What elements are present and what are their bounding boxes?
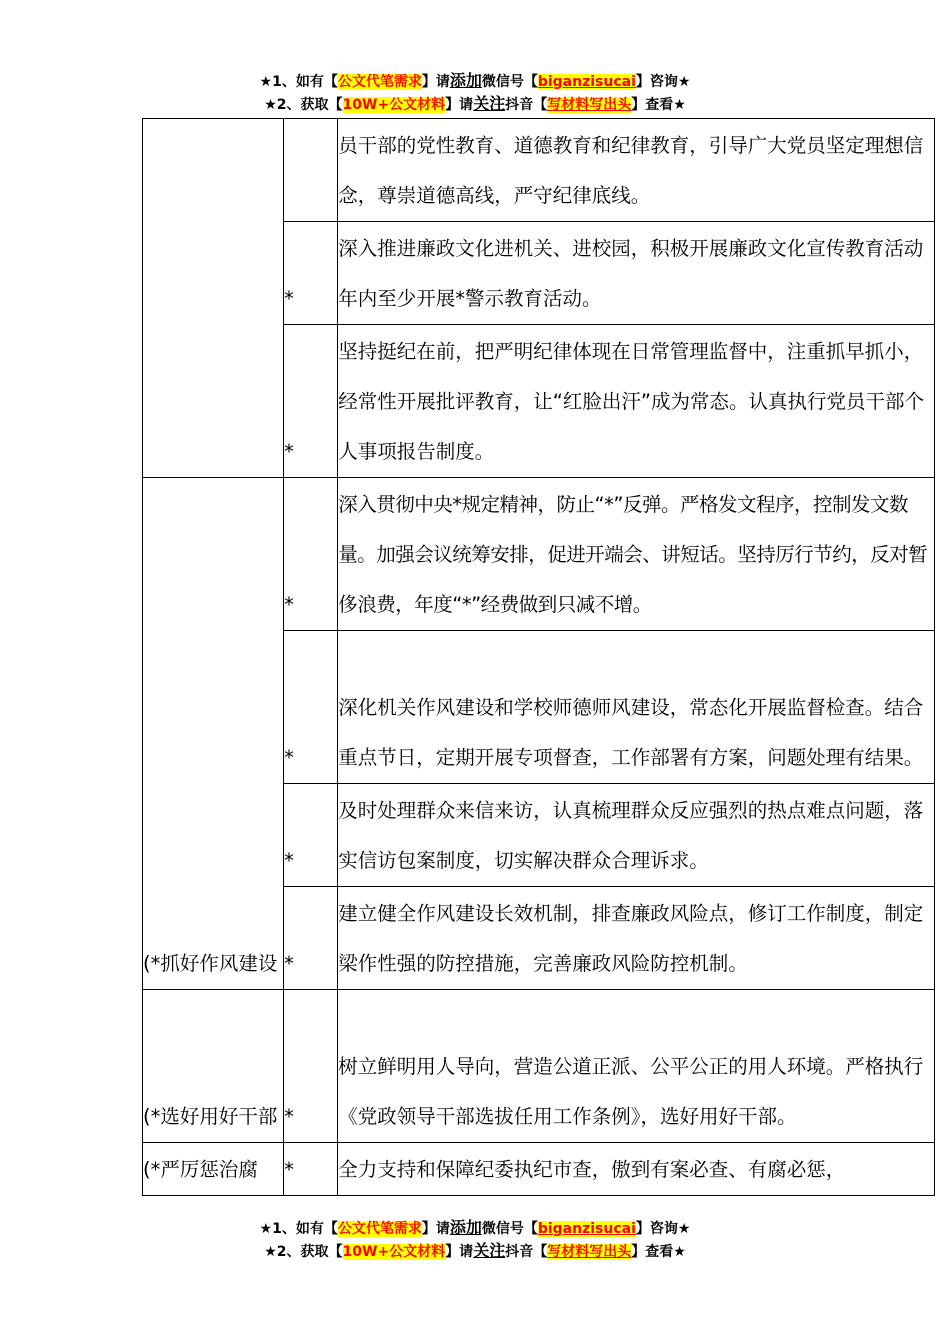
category-cell: (*抓好作风建设 <box>143 478 284 990</box>
mark-cell: * <box>284 1143 338 1196</box>
table-row <box>143 990 935 1143</box>
wechat-id[interactable]: biganzisucai <box>537 1221 636 1237</box>
content-cell: 深入推进廉政文化进机关、进校园，积极开展廉政文化宣传教育活动年内至少开展*警示教育活动。 <box>338 222 935 325</box>
promo-banner-top <box>0 70 950 116</box>
mark-cell: * <box>284 631 338 784</box>
content-cell: 深入贯彻中央*规定精神，防止“*”反弹。严格发文程序，控制发文数量。加强会议统筹安排，促进开端会、讲短话。坚持厉行节约，反对暂侈浪费，年度“*”经费做到只减不增。 <box>338 478 935 631</box>
category-cell: (*选好用好干部 <box>143 990 284 1143</box>
promo-line-2: ★2、获取【10W+公文材料】请关注抖音【写材料写出头】查看★ <box>264 1241 686 1260</box>
table-row <box>143 478 935 631</box>
content-cell: 及时处理群众来信来访，认真梳理群众反应强烈的热点难点问题，落实信访包案制度，切实解决群众合理诉求。 <box>338 784 935 887</box>
category-cell: (*严厉惩治腐 <box>143 1143 284 1196</box>
content-cell: 员干部的党性教育、道德教育和纪律教育，引导广大党员坚定理想信念，尊崇道德高线，严守纪律底线。 <box>338 119 935 222</box>
douyin-account[interactable]: 写材料写出头 <box>547 97 632 113</box>
content-cell: 深化机关作风建设和学校师德师风建设，常态化开展监督检查。结合重点节日，定期开展专项督查，工作部署有方案，问题处理有结果。 <box>338 631 935 784</box>
category-cell <box>143 119 284 478</box>
content-cell: 建立健全作风建设长效机制，排查廉政风险点，修订工作制度，制定梁作性强的防控措施，完善廉政风险防控机制。 <box>338 887 935 990</box>
mark-cell: * <box>284 990 338 1143</box>
promo-banner-bottom <box>0 1217 950 1263</box>
highlight-service: 公文代笔需求 <box>337 74 422 90</box>
content-cell: 坚持挺纪在前，把严明纪律体现在日常管理监督中，注重抓早抓小，经常性开展批评教育，让“红脸出汗”成为常态。认真执行党员干部个人事项报告制度。 <box>338 325 935 478</box>
promo-line-2: ★2、获取【10W+公文材料】请关注抖音【写材料写出头】查看★ <box>264 94 686 113</box>
promo-line-1: ★1、如有【公文代笔需求】请添加微信号【biganzisucai】咨询★ <box>259 71 691 90</box>
table-row <box>143 1143 935 1196</box>
highlight-service: 公文代笔需求 <box>337 1221 422 1237</box>
table-row <box>143 119 935 222</box>
mark-cell <box>284 119 338 222</box>
douyin-account[interactable]: 写材料写出头 <box>547 1244 632 1260</box>
mark-cell: * <box>284 887 338 990</box>
mark-cell: * <box>284 325 338 478</box>
promo-line-1: ★1、如有【公文代笔需求】请添加微信号【biganzisucai】咨询★ <box>259 1218 691 1237</box>
mark-cell: * <box>284 784 338 887</box>
highlight-materials: 10W+公文材料 <box>342 97 446 113</box>
content-cell: 全力支持和保障纪委执纪市查，傲到有案必查、有腐必惩， <box>338 1143 935 1196</box>
wechat-id[interactable]: biganzisucai <box>537 74 636 90</box>
task-table <box>142 118 935 1196</box>
highlight-materials: 10W+公文材料 <box>342 1244 446 1260</box>
mark-cell: * <box>284 222 338 325</box>
content-cell: 树立鲜明用人导向，营造公道正派、公平公正的用人环境。严格执行《党政领导干部选拔任用工作条例》，选好用好干部。 <box>338 990 935 1143</box>
mark-cell: * <box>284 478 338 631</box>
